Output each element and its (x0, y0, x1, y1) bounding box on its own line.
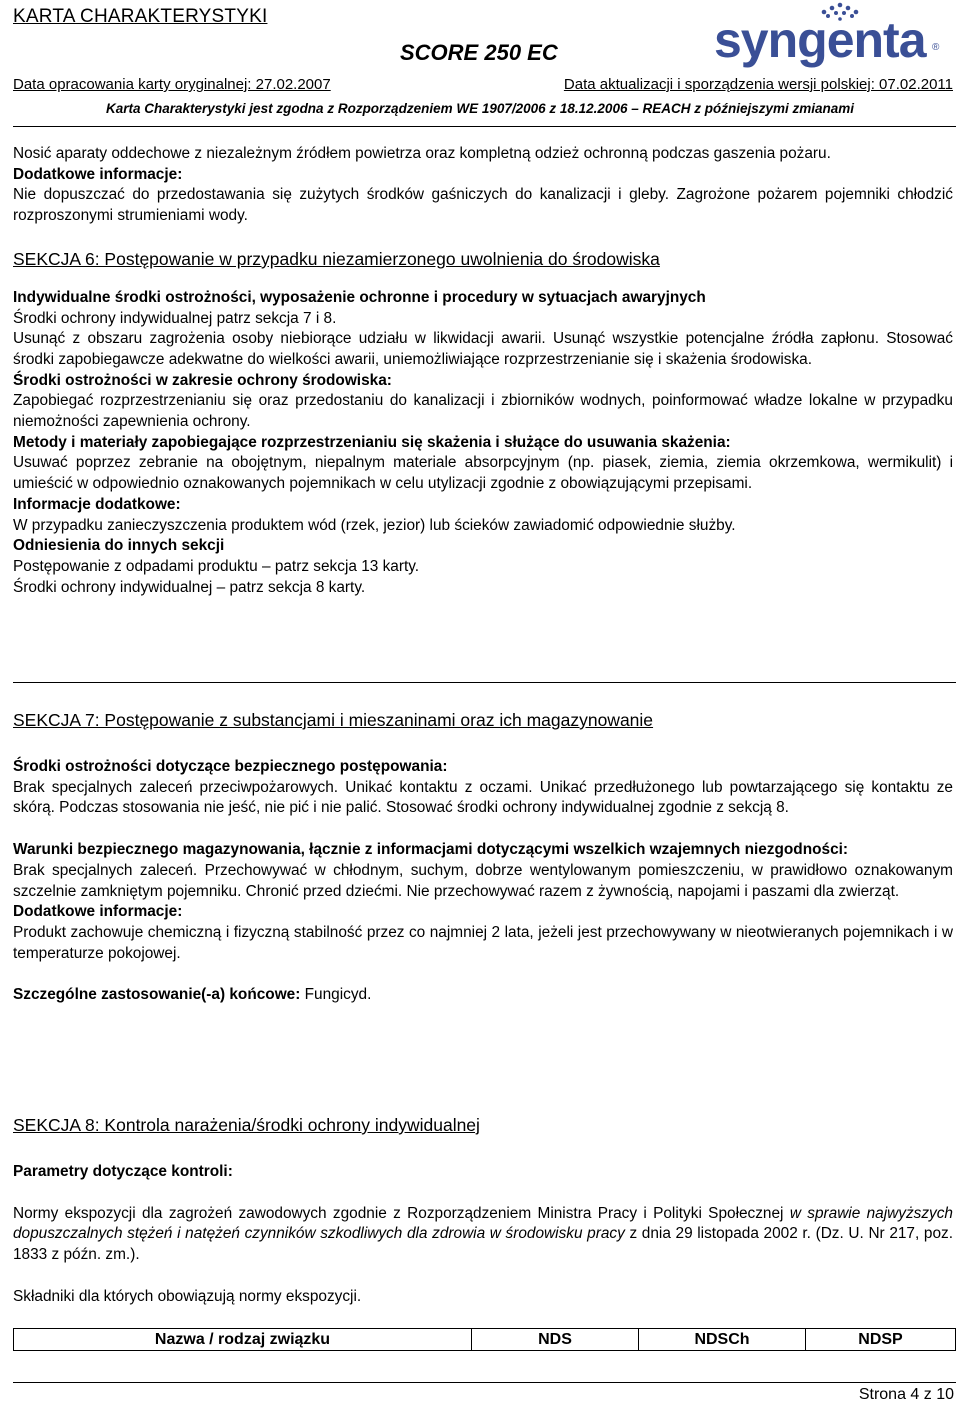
paragraph: Zapobiegać rozprzestrzenianiu się oraz przedostaniu do kanalizacji i zbiorników wodnych, poinformować władze lokalne w przypadku niemożności zapewnienia ochrony. (13, 392, 953, 431)
subheading: Odniesienia do innych sekcji (13, 537, 225, 555)
document-body (13, 144, 953, 598)
subheading: Szczególne zastosowanie(-a) końcowe: (13, 986, 301, 1004)
paragraph: Brak specjalnych zaleceń przeciwpożarowych. Unikać kontaktu z oczami. Unikać przedłużonego lub powtarzającego się kontaktu ze skórą. Podczas stosowania nie jeść, nie pić i nie palić. Stosować środki ochrony indywidualnej zgodnie z sekcją 8. (13, 778, 953, 817)
table-header-cell: NDSCh (639, 1329, 806, 1351)
table-header-row (14, 1329, 956, 1351)
product-name: SCORE 250 EC (400, 40, 558, 65)
update-date: Data aktualizacji i sporządzenia wersji polskiej: 07.02.2011 (563, 76, 953, 93)
subheading: Środki ostrożności w zakresie ochrony środowiska: (13, 371, 392, 389)
header-divider (13, 126, 956, 127)
subheading: Dodatkowe informacje: (13, 165, 183, 183)
subheading: Parametry dotyczące kontroli: (13, 1163, 233, 1180)
subheading: Dodatkowe informacje: (13, 903, 183, 921)
paragraph: Nosić aparaty oddechowe z niezależnym źródłem powietrza oraz kompletną odzież ochronną podczas gaszenia pożaru. (13, 145, 831, 162)
subheading: Informacje dodatkowe: (13, 495, 181, 513)
paragraph: Brak specjalnych zaleceń. Przechowywać w chłodnym, suchym, dobrze wentylowanym pomieszczeniu, w prawidłowo oznakowanym szczelnie zamkniętym pojemniku. Chronić przed dziećmi. Nie przechowywać razem z żywnością, napojami i paszami dla zwierząt. (13, 861, 953, 900)
svg-text:®: ® (932, 42, 940, 53)
subheading: Środki ostrożności dotyczące bezpiecznego postępowania: (13, 758, 448, 775)
regulation-title: w sprawie najwyższych dopuszczalnych stężeń i natężeń czynników szkodliwych dla zdrowia w środowisku pracy (13, 1204, 953, 1243)
table-header-cell: NDS (472, 1329, 639, 1351)
paragraph: Postępowanie z odpadami produktu – patrz sekcja 13 karty. (13, 557, 420, 575)
section-8 (13, 1114, 953, 1308)
subheading: Metody i materiały zapobiegające rozprzestrzenianiu się skażenia i służące do usuwania skażenia: (13, 433, 731, 451)
table-header-cell: NDSP (806, 1329, 956, 1351)
section-6-title: SEKCJA 6: Postępowanie w przypadku niezamierzonego uwolnienia do środowiska (13, 248, 660, 269)
section-7-title: SEKCJA 7: Postępowanie z substancjami i mieszaninami oraz ich magazynowanie (13, 710, 654, 730)
document-title: KARTA CHARAKTERYSTYKI (13, 6, 268, 27)
syngenta-logo (714, 2, 946, 72)
exposure-table (13, 1328, 956, 1351)
table-header-cell: Nazwa / rodzaj związku (14, 1329, 472, 1351)
paragraph: Produkt zachowuje chemiczną i fizyczną stabilność przez co najmniej 2 lata, jeżeli jest przechowywany w nieotwieranych pojemnikach i w temperaturze pokojowej. (13, 923, 953, 962)
paragraph: Środki ochrony indywidualnej – patrz sekcja 8 karty. (13, 578, 366, 596)
end-use: Fungicyd. (300, 986, 372, 1004)
subheading: Indywidualne środki ostrożności, wyposażenie ochronne i procedury w sytuacjach awaryjnych (13, 288, 706, 306)
paragraph: Środki ochrony indywidualnej patrz sekcja 7 i 8. (13, 309, 337, 327)
section-8-title: SEKCJA 8: Kontrola narażenia/środki ochrony indywidualnej (13, 1115, 480, 1135)
paragraph: W przypadku zanieczyszczenia produktem wód (rzek, jezior) lub ścieków zawiadomić odpowiednie służby. (13, 516, 736, 534)
original-date: Data opracowania karty oryginalnej: 27.02.2007 (13, 76, 331, 93)
subheading: Warunki bezpiecznego magazynowania, łącznie z informacjami dotyczącymi wszelkich wzajemnych niezgodności: (13, 841, 849, 859)
paragraph (13, 985, 953, 1006)
header-dates (13, 76, 953, 93)
section-7 (13, 709, 953, 1006)
paragraph: Usunąć z obszaru zagrożenia osoby niebiorące udziału w likwidacji awarii. Usunąć wszystkie potencjalne źródła zapłonu. Stosować środki zapobiegawcze adekwatne do wielkości awarii, uniemożliwiające rozprzestrzenianie się i skażenia środowiska. (13, 330, 953, 368)
page-number: Strona 4 z 10 (858, 1386, 954, 1403)
paragraph: Nie dopuszczać do przedostawania się zużytych środków gaśniczych do kanalizacji i gleby. Zagrożone pożarem pojemniki chłodzić rozproszonymi strumieniami wody. (13, 186, 953, 225)
paragraph: Usuwać poprzez zebranie na obojętnym, niepalnym materiale absorpcyjnym (np. piasek, ziemia, ziemia okrzemkowa, wermikulit) i umieścić w odpowiednio oznakowanych pojemnikach w celu utylizacji zgodnie z obowiązującymi przepisami. (13, 454, 953, 493)
logo-wordmark: syngenta (714, 12, 926, 68)
paragraph: Normy ekspozycji dla zagrożeń zawodowych zgodnie z Rozporządzeniem Ministra Pracy i Polityki Społecznej w sprawie najwyższych dopuszczalnych stężeń i natężeń czynników szkodliwych dla zdrowia w środowisku pracy z dnia 29 listopada 2002 r. (Dz. U. Nr 217, poz. 1833 z późn. zm.). (13, 1204, 953, 1264)
footer-divider (13, 1382, 956, 1383)
section-divider (13, 682, 956, 683)
regulation-note: Karta Charakterystyki jest zgodna z Rozporządzeniem WE 1907/2006 z 18.12.2006 – REACH z późniejszymi zmianami (105, 101, 855, 116)
paragraph: Składniki dla których obowiązują normy ekspozycji. (13, 1287, 362, 1305)
